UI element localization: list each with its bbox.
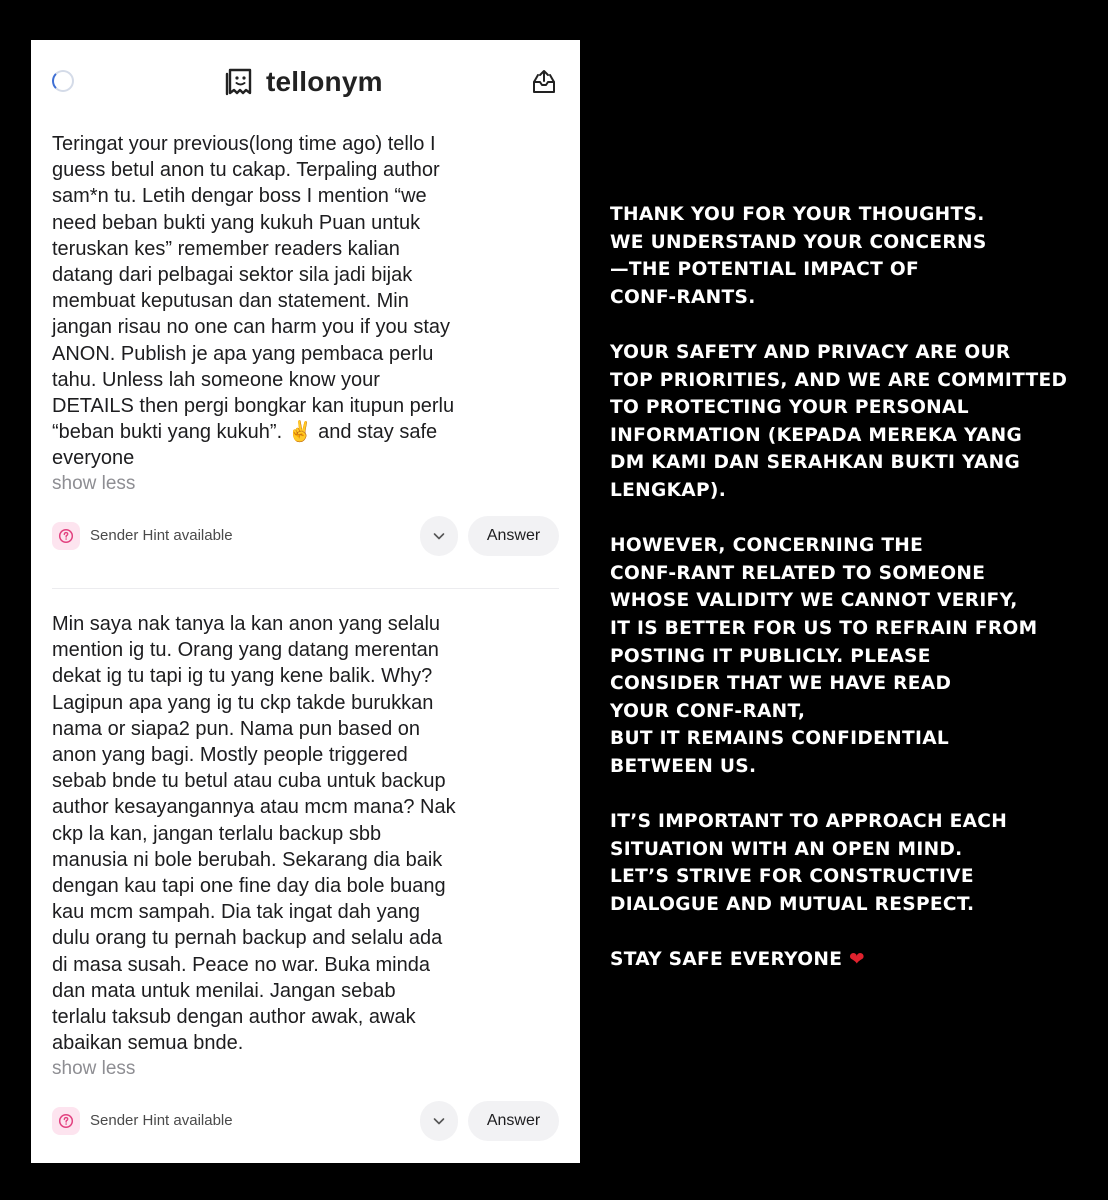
loading-spinner-icon xyxy=(52,70,74,92)
answer-button[interactable]: Answer xyxy=(468,516,559,556)
sender-hint-label[interactable]: Sender Hint available xyxy=(90,1112,233,1129)
tello-actions xyxy=(52,516,559,556)
sender-hint-label[interactable]: Sender Hint available xyxy=(90,527,233,544)
chevron-down-icon xyxy=(432,1114,446,1128)
sender-hint-icon[interactable] xyxy=(52,1107,80,1135)
app-header xyxy=(31,40,580,125)
tello-divider xyxy=(52,588,559,589)
app-name: tellonym xyxy=(266,66,383,97)
app-logo xyxy=(224,62,383,102)
sender-hint-icon[interactable] xyxy=(52,522,80,550)
statement-text: THANK YOU FOR YOUR THOUGHTS. WE UNDERSTAND YOUR CONCERNS —THE POTENTIAL IMPACT OF CONF-RANTS. YOUR SAFETY AND PRIVACY ARE OUR TOP PRIORITIES, AND WE ARE COMMITTED TO PROTECTING YOUR PERSONAL INFORMATION (KEPADA MEREKA YANG DM KAMI DAN SERAHKAN BUKTI YANG LENGKAP). HOWEVER, CONCERNING THE CONF-RANT RELATED TO SOMEONE WHOSE VALIDITY WE CANNOT VERIFY, IT IS BETTER FOR US TO REFRAIN FROM POSTING IT PUBLICLY. PLEASE CONSIDER THAT WE HAVE READ YOUR CONF-RANT, BUT IT REMAINS CONFIDENTIAL BETWEEN US. IT’S IMPORTANT TO APPROACH EACH SITUATION WITH AN OPEN MIND. LET’S STRIVE FOR CONSTRUCTIVE DIALOGUE AND MUTUAL RESPECT. STAY SAFE EVERYONE xyxy=(610,204,1068,971)
expand-button[interactable] xyxy=(420,516,458,556)
question-bubble-icon xyxy=(58,528,74,544)
chevron-down-icon xyxy=(432,529,446,543)
share-inbox-icon[interactable] xyxy=(530,68,558,96)
admin-statement xyxy=(610,201,1100,974)
show-less-link[interactable]: show less xyxy=(52,1058,136,1079)
tello-message: Teringat your previous(long time ago) tello I guess betul anon tu cakap. Terpaling author sam*n tu. Letih dengar boss I mention “we need beban bukti yang kukuh Puan untuk teruskan kes” remember readers kalian datang dari pelbagai sektor sila jadi bijak membuat keputusan dan statement. Min jangan risau no one can harm you if you stay ANON. Publish je apa yang pembaca perlu tahu. Unless lah someone know your DETAILS then pergi bongkar kan itupun perlu “beban bukti yang kukuh”. ✌️ and stay safe everyone xyxy=(52,133,455,470)
tellonym-screenshot-card xyxy=(31,40,580,1163)
red-heart-emoji: ❤ xyxy=(848,949,865,971)
tello-message: Min saya nak tanya la kan anon yang selalu mention ig tu. Orang yang datang merentan dekat ig tu tapi ig tu yang kene balik. Why? Lagipun apa yang ig tu ckp takde burukkan nama or siapa2 pun. Nama pun based on anon yang bagi. Mostly people triggered sebab bnde tu betul atau cuba untuk backup author kesayangannya atau mcm mana? Nak ckp la kan, jangan terlalu backup sbb manusia ni bole berubah. Sekarang dia baik dengan kau tapi one fine day dia bole buang kau mcm sampah. Dia tak ingat dah yang dulu orang tu pernah backup and selalu ada di masa susah. Peace no war. Buka minda dan mata untuk menilai. Jangan sebab terlalu taksub dengan author awak, awak abaikan semua bnde. xyxy=(52,613,456,1055)
tello-actions xyxy=(52,1101,559,1141)
answer-button[interactable]: Answer xyxy=(468,1101,559,1141)
show-less-link[interactable]: show less xyxy=(52,473,136,494)
expand-button[interactable] xyxy=(420,1101,458,1141)
question-bubble-icon xyxy=(58,1113,74,1129)
tellonym-logo-icon xyxy=(224,66,256,98)
